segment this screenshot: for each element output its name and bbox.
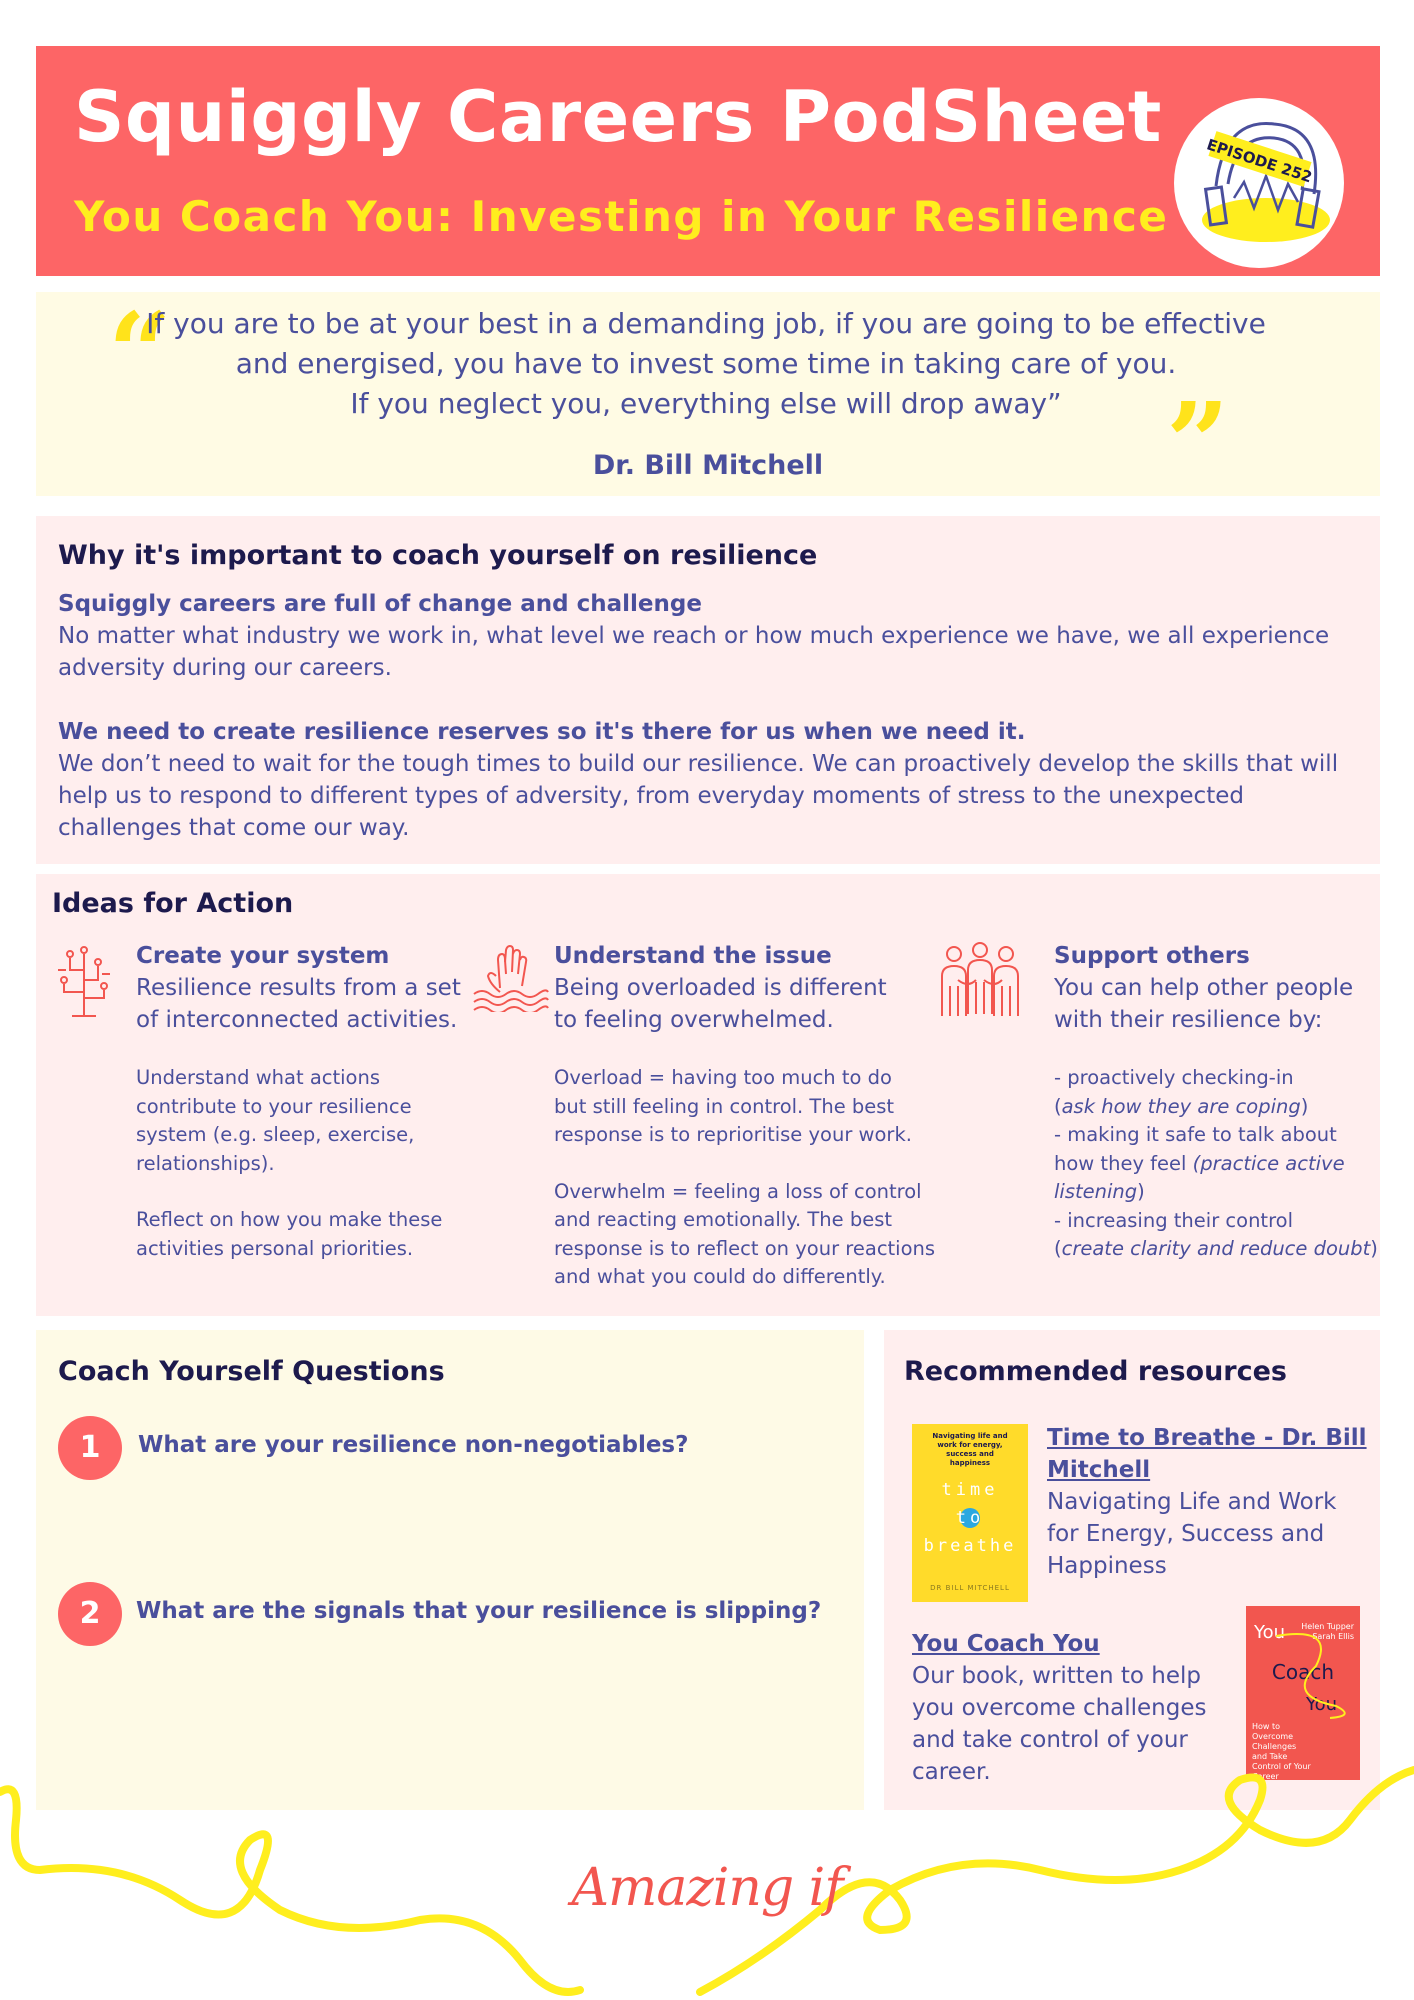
idea-detail-line: relationships). — [136, 1151, 275, 1175]
question-number-badge: 2 — [58, 1582, 122, 1646]
coach-title: Coach Yourself Questions — [58, 1356, 445, 1387]
idea-lead-line: to feeling overwhelmed. — [554, 1007, 834, 1033]
you-coach-you-cover[interactable] — [1246, 1606, 1360, 1780]
cover-tagline: Navigating life and work for energy, success and happiness — [932, 1432, 1008, 1467]
idea-detail-line: system (e.g. sleep, exercise, — [136, 1123, 415, 1146]
cover-word: Coach — [1271, 1660, 1335, 1684]
why-heading-2: We need to create resilience reserves so it's there for us when we need it. — [58, 719, 1026, 745]
idea-detail-line: Overwhelm = feeling a loss of control — [554, 1179, 922, 1203]
resources-section — [884, 1330, 1380, 1810]
support-item-note: listening) — [1054, 1180, 1145, 1203]
amazing-if-logo: Amazing if — [571, 1858, 843, 1918]
cover-word: time — [941, 1480, 999, 1500]
quote-line: If you are to be at your best in a demanding job, if you are going to be effective — [146, 307, 1266, 340]
page-title: Squiggly Careers PodSheet — [74, 76, 1162, 158]
system-network-icon — [52, 940, 116, 1020]
idea-detail-line: Understand what actions — [136, 1066, 380, 1089]
idea-lead-line: Being overloaded is different — [554, 975, 887, 1001]
idea-lead-line: You can help other people — [1054, 975, 1354, 1001]
idea-detail-line: response is to reflect on your reactions — [554, 1236, 936, 1260]
idea-lead — [554, 972, 954, 1036]
cover-subtitle: How to Overcome Challenges and Take Control of Your Career — [1252, 1722, 1311, 1780]
idea-detail-line: and what you could do differently. — [554, 1265, 886, 1288]
time-to-breathe-description: Navigating Life and Work for Energy, Success and Happiness — [1047, 1489, 1337, 1579]
support-item: - making it safe to talk about — [1054, 1123, 1337, 1146]
page-subtitle: You Coach You: Investing in Your Resilience — [74, 192, 1169, 241]
cover-word: You — [1254, 1622, 1286, 1643]
why-section — [36, 516, 1380, 864]
support-item-note: how they feel (practice active — [1054, 1151, 1345, 1175]
ideas-title: Ideas for Action — [52, 888, 294, 919]
support-item-note: (create clarity and reduce doubt) — [1054, 1237, 1378, 1260]
hand-in-water-icon — [470, 940, 550, 1012]
time-to-breathe-cover[interactable] — [912, 1424, 1028, 1602]
you-coach-you-link[interactable]: You Coach You — [912, 1631, 1100, 1657]
idea-lead-line: of interconnected activities. — [136, 1007, 458, 1033]
cover-word: to — [955, 1508, 985, 1528]
idea-lead — [1054, 972, 1384, 1036]
idea-detail-line: Reflect on how you make these — [136, 1208, 443, 1231]
support-item: - increasing their control — [1054, 1208, 1294, 1232]
cover-word: breathe — [923, 1536, 1017, 1556]
open-quote-mark: “ — [108, 288, 172, 417]
idea-detail-line: contribute to your resilience — [136, 1094, 412, 1118]
idea-detail-line: and reacting emotionally. The best — [554, 1208, 893, 1231]
idea-title: Understand the issue — [554, 943, 832, 969]
why-title: Why it's important to coach yourself on resilience — [58, 540, 818, 571]
quote-text — [136, 304, 1276, 424]
ideas-section — [36, 874, 1380, 1316]
time-to-breathe-link[interactable]: Time to Breathe - Dr. Bill Mitchell — [1047, 1425, 1367, 1483]
resources-title: Recommended resources — [904, 1356, 1287, 1387]
idea-title: Create your system — [136, 943, 390, 969]
support-item-note: (ask how they are coping) — [1054, 1094, 1309, 1118]
idea-lead-line: Resilience results from a set — [136, 975, 461, 1001]
idea-detail — [1054, 1064, 1384, 1264]
idea-detail-line: response is to reprioritise your work. — [554, 1123, 912, 1146]
cover-author: DR BILL MITCHELL — [930, 1584, 1010, 1592]
idea-detail — [136, 1064, 466, 1263]
you-coach-you-description: Our book, written to help you overcome challenges and take control of your career. — [912, 1663, 1207, 1785]
quote-line: If you neglect you, everything else will drop away” — [350, 387, 1062, 420]
idea-lead-line: with their resilience by: — [1054, 1007, 1323, 1033]
why-paragraph-1: No matter what industry we work in, what level we reach or how much experience we have, we all experience adversity during our careers. — [58, 623, 1330, 681]
close-quote-mark: ” — [1166, 378, 1230, 507]
idea-detail — [554, 1064, 954, 1292]
quote-author: Dr. Bill Mitchell — [592, 450, 824, 481]
microphone-badge-icon — [1174, 98, 1344, 268]
idea-lead — [136, 972, 466, 1036]
coach-questions-section — [36, 1330, 864, 1810]
idea-detail-line: activities personal priorities. — [136, 1236, 414, 1260]
quote-line: and energised, you have to invest some time in taking care of you. — [235, 347, 1177, 380]
header-banner — [36, 46, 1380, 276]
episode-badge — [1174, 98, 1344, 268]
question-number-badge: 1 — [58, 1416, 122, 1480]
idea-detail-line: Overload = having too much to do — [554, 1066, 892, 1089]
idea-title: Support others — [1054, 943, 1250, 969]
support-item: - proactively checking-in — [1054, 1066, 1294, 1089]
why-body — [58, 588, 1358, 876]
why-paragraph-2: We don’t need to wait for the tough times to build our resilience. We can proactively develop the skills that will help us to respond to different types of adversity, from everyday moments of stress to the unexpected challenges that come our way. — [58, 751, 1339, 841]
cover-word: You — [1306, 1694, 1338, 1715]
question-text: What are the signals that your resilience is slipping? — [136, 1598, 822, 1624]
quote-block — [36, 288, 1380, 507]
why-heading-1: Squiggly careers are full of change and challenge — [58, 591, 702, 617]
group-support-icon — [938, 940, 1022, 1020]
cover-authors: Helen Tupper Sarah Ellis — [1301, 1622, 1354, 1641]
question-text: What are your resilience non-negotiables? — [138, 1432, 689, 1458]
episode-number: EPISODE 252 — [1204, 135, 1315, 187]
idea-detail-line: but still feeling in control. The best — [554, 1094, 895, 1118]
